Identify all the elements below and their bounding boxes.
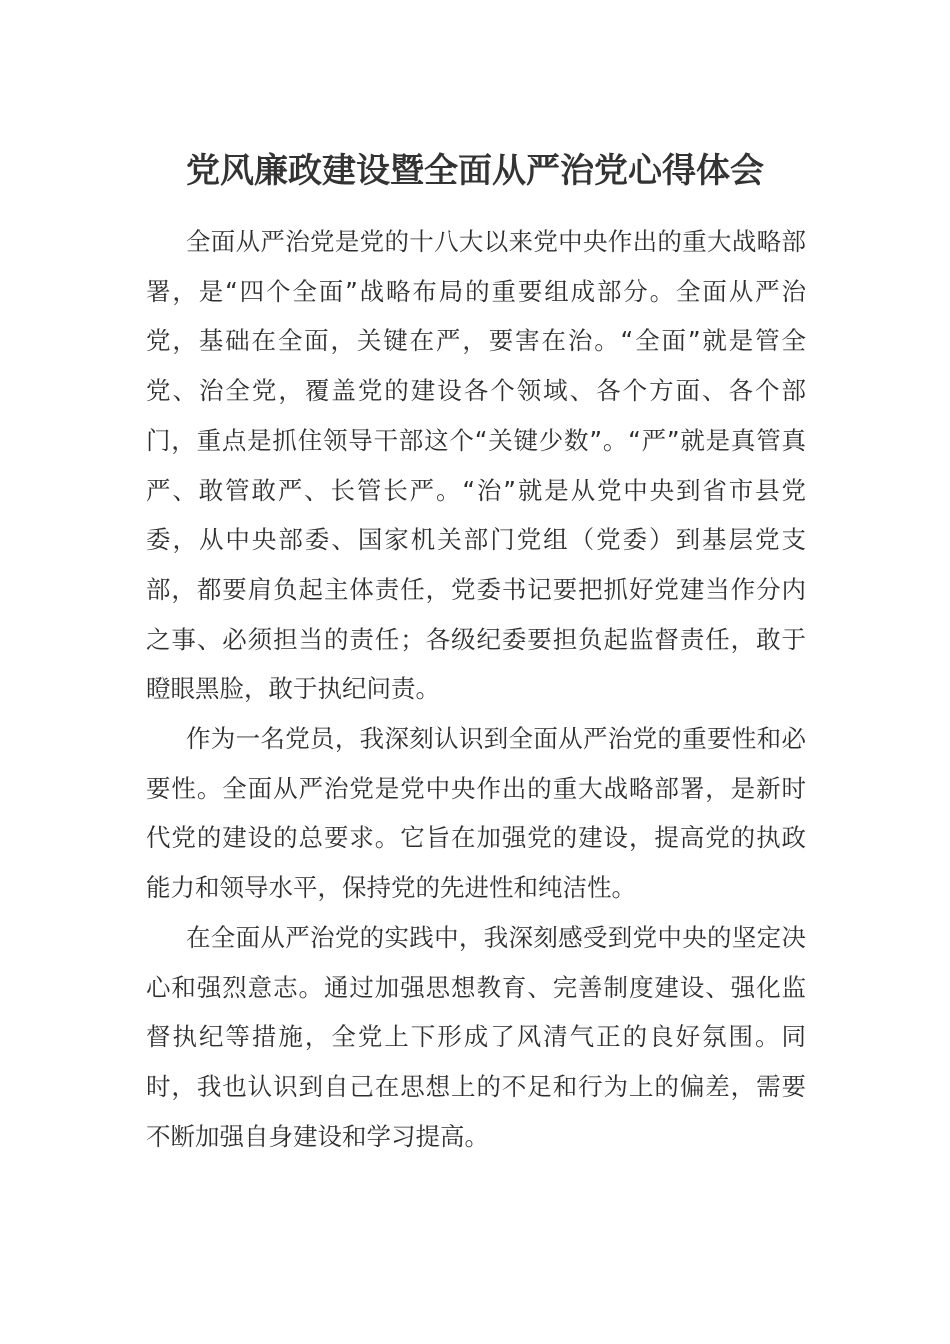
document-body (146, 217, 806, 1161)
paragraph-2: 作为一名党员，我深刻认识到全面从严治党的重要性和必要性。全面从严治党是党中央作出的重大战略部署，是新时代党的建设的总要求。它旨在加强党的建设，提高党的执政能力和领导水平，保持党的先进性和纯洁性。 (146, 724, 806, 903)
paragraph-1: 全面从严治党是党的十八大以来党中央作出的重大战略部署，是“四个全面”战略布局的重要组成部分。全面从严治党，基础在全面，关键在严，要害在治。“全面”就是管全党、治全党，覆盖党的建设各个领域、各个方面、各个部门，重点是抓住领导干部这个“关键少数”。“严”就是真管真严、敢管敢严、长管长严。“治”就是从党中央到省市县党委，从中央部委、国家机关部门党组（党委）到基层党支部，都要肩负起主体责任，党委书记要把抓好党建当作分内之事、必须担当的责任；各级纪委要担负起监督责任，敢于瞪眼黑脸，敢于执纪问责。 (146, 227, 806, 704)
paragraph-3: 在全面从严治党的实践中，我深刻感受到党中央的坚定决心和强烈意志。通过加强思想教育、完善制度建设、强化监督执纪等措施，全党上下形成了风清气正的良好氛围。同时，我也认识到自己在思想上的不足和行为上的偏差，需要不断加强自身建设和学习提高。 (146, 922, 806, 1151)
document-title: 党风廉政建设暨全面从严治党心得体会 (186, 151, 764, 191)
